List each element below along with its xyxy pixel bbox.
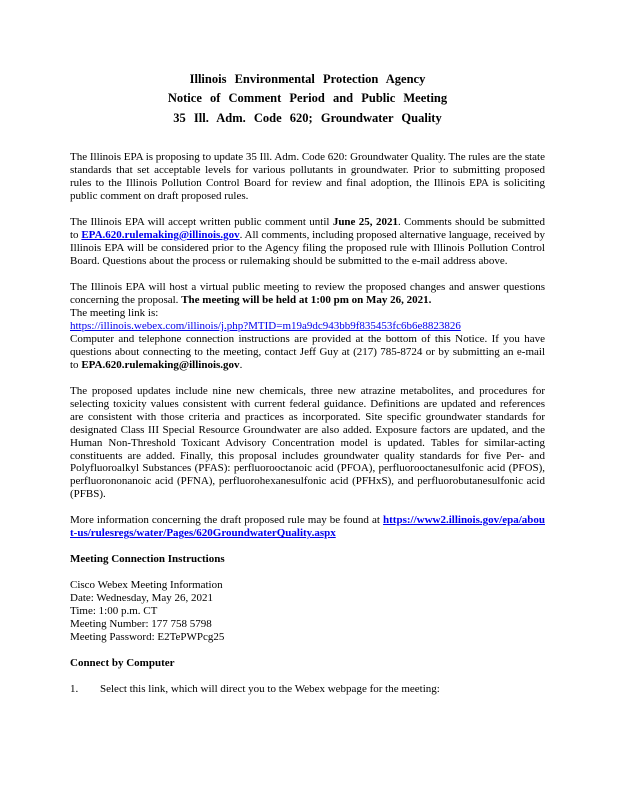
meeting-time: Time: 1:00 p.m. CT [70, 605, 158, 618]
webex-meeting-link[interactable]: https://illinois.webex.com/illinois/j.php?MTID=m19a9dc943bb9f835453fc6b6e8823826 [70, 319, 461, 332]
comment-text-b: . Comments should be submitted to [70, 216, 545, 241]
webex-info-title: Cisco Webex Meeting Information [70, 579, 223, 592]
comment-text-a: The Illinois EPA will accept written public comment until [70, 216, 333, 228]
webex-info-block [70, 579, 545, 644]
meeting-number: Meeting Number: 177 758 5798 [70, 618, 212, 631]
connect-by-computer-heading: Connect by Computer [70, 657, 175, 670]
meeting-text-a: The Illinois EPA will host a virtual public meeting to review the proposed changes and answer questions concerning the proposal. [70, 280, 545, 306]
updates-text: The proposed updates include nine new chemicals, three new atrazine metabolites, and procedures for selecting toxicity values consistent with current federal guidance. Definitions are updated and references are consistent with those criteria and practices as incorporated. Site specific groundwater standards for designated Class III Special Resource Groundwater are also added. Exposure factors are updated, and the Human Non-Threshold Toxicant Advisory Concentration model is updated. Tables for similar-acting constituents are added. Finally, this proposal includes groundwater quality standards for five Per- and Polyfluoroalkyl Substances (PFAS): perfluorooctanoic acid (PFOA), perfluorooctanesulfonic acid (PFOS), perfluorononanoic acid (PFNA), perfluorohexanesulfonic acid (PFHxS), and perfluorobutanesulfonic acid (PFBS). [70, 384, 545, 501]
meeting-datetime-bold: The meeting will be held at 1:00 pm on May 26, 2021. [181, 293, 432, 306]
meeting-password: Meeting Password: E2TePWPcg25 [70, 631, 225, 644]
intro-text: The Illinois EPA is proposing to update 35 Ill. Adm. Code 620: Groundwater Quality. The rules are the state standards that set acceptable levels for various pollutants in groundwater. Prior to submitting proposed rules to the Illinois Pollution Control Board for review and final adoption, the Illinois EPA is soliciting public comment on draft proposed rules. [70, 151, 545, 203]
document-title-block [70, 70, 545, 128]
meeting-text-c: . [239, 358, 243, 371]
paragraph-intro [70, 151, 545, 203]
paragraph-comment-period [70, 216, 545, 268]
rulemaking-email-link[interactable]: EPA.620.rulemaking@illinois.gov [81, 228, 240, 241]
connect-step-1-text: Select this link, which will direct you to the Webex webpage for the meeting: [100, 683, 440, 696]
comment-text-c: . All comments, including proposed alternative language, received by Illinois EPA will be considered prior to the Agency filing the proposed rule with Illinois Pollution Control Board. Questions about the process or rulemaking should be submitted to the e-mail address above. [70, 228, 545, 267]
groundwater-quality-page-link[interactable]: https://www2.illinois.gov/epa/about-us/rulesregs/water/Pages/620GroundwaterQuality.aspx [70, 514, 545, 540]
rulemaking-email-bold: EPA.620.rulemaking@illinois.gov [81, 358, 240, 371]
comment-deadline-date: June 25, 2021 [332, 216, 398, 228]
meeting-link-label: The meeting link is: [70, 306, 159, 319]
paragraph-virtual-meeting [70, 281, 545, 372]
paragraph-more-info [70, 514, 545, 540]
paragraph-proposed-updates [70, 385, 545, 502]
title-line-code: 35 Ill. Adm. Code 620; Groundwater Quality [173, 110, 442, 125]
title-line-notice: Notice of Comment Period and Public Meeting [167, 91, 448, 106]
meeting-text-b: Computer and telephone connection instructions are provided at the bottom of this Notice. If you have questions about connecting to the meeting, contact Jeff Guy at (217) 785-8724 or by submitting an e-mail to [70, 332, 545, 371]
connect-step-1 [70, 683, 545, 696]
connect-step-1-number: 1. [70, 683, 79, 696]
meeting-connection-heading: Meeting Connection Instructions [70, 553, 225, 566]
meeting-date: Date: Wednesday, May 26, 2021 [70, 592, 213, 605]
title-line-agency: Illinois Environmental Protection Agency [189, 72, 426, 86]
more-info-text: More information concerning the draft proposed rule may be found at [70, 514, 384, 527]
